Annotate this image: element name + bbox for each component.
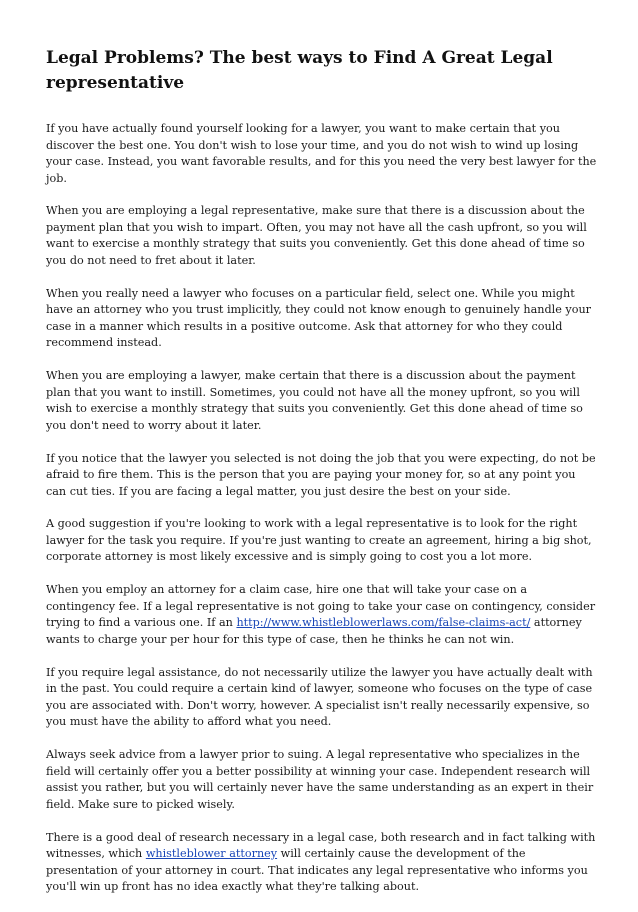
paragraph-9: Always seek advice from a lawyer prior to suing. A legal representative who specializes in the field will certainly offer you a better possibility at winning your case. Independent research will assist you rather, but you will certainly never have the same understanding as an expert in their field. Make sure to picked wisely.: [46, 748, 594, 811]
page-title: Legal Problems? The best ways to Find A Great Legal representative: [46, 48, 553, 93]
whistleblower-laws-link[interactable]: http://www.whistleblowerlaws.com/false-claims-act/: [236, 616, 531, 630]
paragraph-10-text-after: will certainly cause the development of the presentation of your attorney in court. That indicates any legal representative who informs you you'll win up front has no idea exactly what they're talking about.: [46, 847, 588, 894]
paragraph-8: If you require legal assistance, do not necessarily utilize the lawyer you have actually dealt with in the past. You could require a certain kind of lawyer, someone who focuses on the type of case you are associated with. Don't worry, however. A specialist isn't really necessarily expensive, so you must have the ability to afford what you need.: [46, 665, 593, 729]
paragraph-5: If you notice that the lawyer you selected is not doing the job that you were expecting, do not be afraid to fire them. This is the person that you are paying your money for, so at any point you can cut ties. If you are facing a legal matter, you just desire the best on your side.: [46, 451, 596, 498]
paragraph-1: If you have actually found yourself looking for a lawyer, you want to make certain that you discover the best one. You don't wish to lose your time, and you do not wish to wind up losing your case. Instead, you want favorable results, and for this you need the very best lawyer for the job.: [46, 122, 597, 185]
paragraph-4: When you are employing a lawyer, make certain that there is a discussion about the payment plan that you want to instill. Sometimes, you could not have all the money upfront, so you will wish to exercise a monthly strategy that suits you conveniently. Get this done ahead of time so you don't need to worry about it later.: [46, 369, 583, 432]
paragraph-2: When you are employing a legal representative, make sure that there is a discussion about the payment plan that you wish to impart. Often, you may not have all the cash upfront, so you will want to exercise a monthly strategy that suits you conveniently. Get this done ahead of time so you do not need to fret about it later.: [46, 204, 587, 267]
paragraph-7: [46, 582, 598, 648]
paragraph-6: A good suggestion if you're looking to work with a legal representative is to look for the right lawyer for the task you require. If you're just wanting to create an agreement, hiring a big shot, corporate attorney is most likely excessive and is simply going to cost you a lot more.: [46, 517, 592, 564]
paragraph-10-text-before: There is a good deal of research necessary in a legal case, both research and in fact talking with witnesses, which: [46, 830, 596, 861]
paragraph-3: When you really need a lawyer who focuses on a particular field, select one. While you might have an attorney who you trust implicitly, they could not know enough to genuinely handle your case in a manner which results in a positive outcome. Ask that attorney for who they could recommend instead.: [46, 286, 592, 350]
paragraph-10: [46, 830, 598, 896]
paragraph-7-text-before: When you employ an attorney for a claim case, hire one that will take your case on a contingency fee. If a legal representative is not going to take your case on contingency, consider trying to find a various one. If an: [46, 583, 596, 630]
paragraph-7-text-after: attorney wants to charge your per hour for this type of case, then he thinks he can not win.: [46, 616, 582, 646]
whistleblower-attorney-link[interactable]: whistleblower attorney: [145, 847, 278, 861]
document-page: [46, 46, 598, 912]
